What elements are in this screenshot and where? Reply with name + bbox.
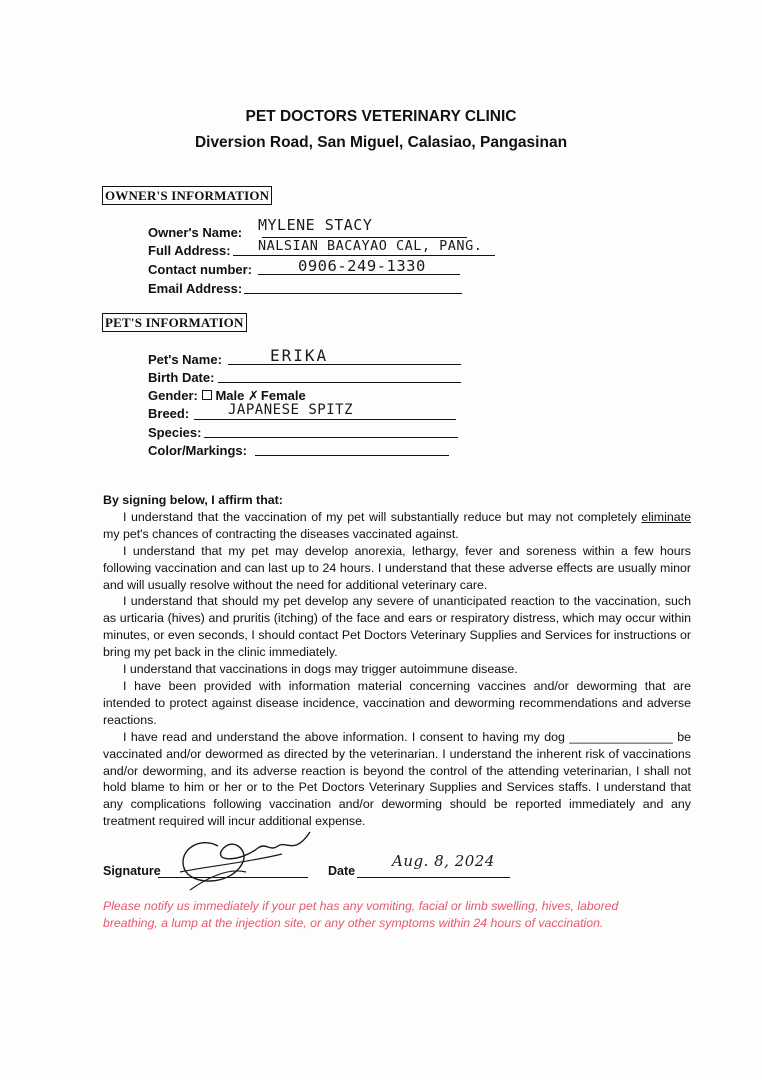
birth-date-line (218, 382, 461, 383)
female-label: Female (260, 388, 306, 403)
owner-name-label: Owner's Name: (148, 225, 243, 240)
signature-label: Signature (103, 864, 161, 878)
breed-label: Breed: (148, 406, 190, 421)
color-markings-label: Color/Markings: (148, 443, 247, 458)
date-label: Date (328, 864, 356, 878)
pet-section-title: PET'S INFORMATION (102, 313, 247, 332)
color-markings-line (255, 455, 449, 456)
gender-label: Gender: (148, 388, 198, 403)
email-line (244, 293, 462, 294)
birth-date-label: Birth Date: (148, 370, 215, 385)
email-label: Email Address: (148, 281, 243, 296)
address-label: Full Address: (148, 243, 231, 258)
clinic-name: PET DOCTORS VETERINARY CLINIC (245, 108, 517, 125)
pet-name-line (228, 364, 461, 365)
breed-value: JAPANESE SPITZ (228, 402, 354, 418)
species-line (204, 437, 458, 438)
consent-paragraph-2: I understand that my pet may develop anorexia, lethargy, fever and soreness within a few hours following vaccination and can last up to 24 hours. I understand that these adverse effects are usually minor and will usually resolve without the need for additional veterinary care. (103, 543, 691, 592)
consent-intro: By signing below, I affirm that: (103, 493, 283, 507)
dog-name-blank[interactable]: _______________ (569, 729, 673, 744)
consent-text (103, 492, 691, 830)
contact-value: 0906-249-1330 (298, 257, 426, 275)
consent-paragraph-5: I have been provided with information material concerning vaccines and/or deworming that are intended to protect against disease incidence, vaccination and deworming recommendations and adverse reactions. (103, 678, 691, 727)
handwritten-signature (170, 828, 320, 898)
male-label: Male (215, 388, 245, 403)
contact-label: Contact number: (148, 262, 252, 277)
species-label: Species: (148, 425, 202, 440)
female-checkbox-checked[interactable]: ✗ (248, 389, 259, 404)
post-vaccination-notice: Please notify us immediately if your pet has any vomiting, facial or limb swelling, hives, labored breathing, a lump at the injection site, or any other symptoms within 24 hours of vaccination. (103, 899, 619, 930)
consent-paragraph-1: I understand that the vaccination of my pet will substantially reduce but may not completely eliminate my pet's chances of contracting the diseases vaccinated against. (103, 509, 691, 541)
owner-section-title: OWNER'S INFORMATION (102, 186, 272, 205)
clinic-address: Diversion Road, San Miguel, Calasiao, Pangasinan (194, 134, 568, 151)
pet-name-value: ERIKA (270, 346, 329, 365)
consent-paragraph-3: I understand that should my pet develop any severe of unanticipated reaction to the vaccination, such as urticaria (hives) and pruritis (itching) of the face and ears or respiratory distress, which may occur within minutes, or even seconds, I should contact Pet Doctors Veterinary Supplies and Services for instructions or bring my pet back in the clinic immediately. (103, 594, 691, 660)
owner-name-value: MYLENE STACY (258, 216, 373, 234)
date-value: Aug. 8, 2024 (392, 852, 495, 870)
address-line (233, 255, 495, 256)
date-line (357, 877, 510, 878)
pet-name-label: Pet's Name: (148, 352, 222, 367)
consent-paragraph-4: I understand that vaccinations in dogs may trigger autoimmune disease. (123, 662, 518, 677)
address-value: NALSIAN BACAYAO CAL, PANG. (258, 238, 483, 254)
breed-line (194, 419, 456, 420)
male-checkbox[interactable] (202, 390, 212, 400)
consent-paragraph-6: I have read and understand the above information. I consent to having my dog _______________ be vaccinated and/or dewormed as directed by the veterinarian. I understand the inherent risk of vaccinations and/or deworming, and its adverse reaction is beyond the control of the attending veterinarian, I shall not hold blame to him or her or to the Pet Doctors Veterinary Supplies and Services staffs. I understand that any complications following vaccination and/or deworming should be reported immediately and any treatment required will incur additional expense. (103, 729, 691, 829)
